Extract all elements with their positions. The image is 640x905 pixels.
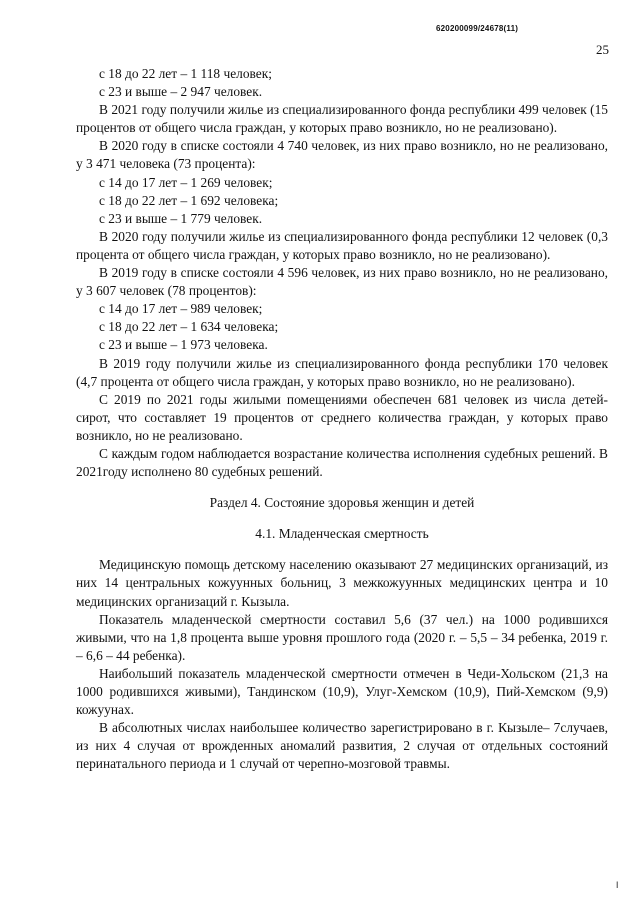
paragraph: с 18 до 22 лет – 1 634 человека; [99, 319, 279, 335]
section-heading: Раздел 4. Состояние здоровья женщин и детей [209, 495, 475, 511]
paragraph: с 23 и выше – 2 947 человек. [99, 84, 263, 100]
paragraph: с 18 до 22 лет – 1 118 человек; [99, 66, 272, 81]
paragraph: с 23 и выше – 1 973 человека. [99, 337, 268, 353]
paragraph: С каждым годом наблюдается возрастание количества исполнения судебных решений. В 2021году исполнено 80 судебных решений. [76, 445, 608, 480]
paragraph: с 18 до 22 лет – 1 692 человека; [99, 192, 279, 208]
paragraph: В 2020 году в списке состояли 4 740 человек, из них право возникло, но не реализовано, у 3 471 человека (73 процента): [76, 138, 608, 172]
document-id: 620200099/24678(11) [436, 24, 519, 33]
paragraph: В 2019 году получили жилье из специализированного фонда республики 170 человек (4,7 процента от общего числа граждан, у которых право возникло, но не реализовано). [76, 355, 608, 389]
paragraph: Медицинскую помощь детскому населению оказывают 27 медицинских организаций, из них 14 центральных кожуунных больниц, 3 межкожуунных медицинских центра и 10 медицинских организаций г. Кызыла. [76, 557, 608, 609]
paragraph: с 14 до 17 лет – 989 человек; [99, 301, 263, 317]
paragraph: с 23 и выше – 1 779 человек. [99, 210, 263, 226]
paragraph: Показатель младенческой смертности составил 5,6 (37 чел.) на 1000 родившихся живыми, что на 1,8 процента выше уровня прошлого года (2020 г. – 5,5 – 34 ребенка, 2019 г. – 6,6 – 44 ребенка). [76, 611, 608, 663]
paragraph: В абсолютных числах наибольшее количество зарегистрировано в г. Кызыле– 7случаев, из них 4 случая от врожденных аномалий развития, 2 случая от отдельных состояний перинатального периода и 1 случай от черепно-мозговой травмы. [76, 720, 608, 772]
paragraph: С 2019 по 2021 годы жилыми помещениями обеспечен 681 человек из числа детей-сирот, что составляет 19 процентов от среднего количества граждан, у которых право возникло, но не реализовано. [76, 391, 608, 443]
paragraph: Наибольший показатель младенческой смертности отмечен в Чеди-Хольском (21,3 на 1000 родившихся живыми), Тандинском (10,9), Улуг-Хемском (10,9), Пий-Хемском (9,9) кожуунах. [76, 665, 608, 718]
paragraph: В 2021 году получили жилье из специализированного фонда республики 499 человек (15 процентов от общего числа граждан, у которых право возникло, но не реализовано). [76, 102, 608, 136]
document-body [76, 65, 608, 773]
subsection-heading: 4.1. Младенческая смертность [255, 526, 429, 542]
corner-mark: ǀ [616, 880, 619, 890]
paragraph: В 2020 году получили жилье из специализированного фонда республики 12 человек (0,3 процента от общего числа граждан, у которых право возникло, но не реализовано). [76, 228, 608, 262]
page-number: 25 [596, 42, 609, 57]
paragraph: В 2019 году в списке состояли 4 596 человек, из них право возникло, но не реализовано, у 3 607 человек (78 процентов): [76, 265, 608, 299]
paragraph: с 14 до 17 лет – 1 269 человек; [99, 174, 273, 190]
